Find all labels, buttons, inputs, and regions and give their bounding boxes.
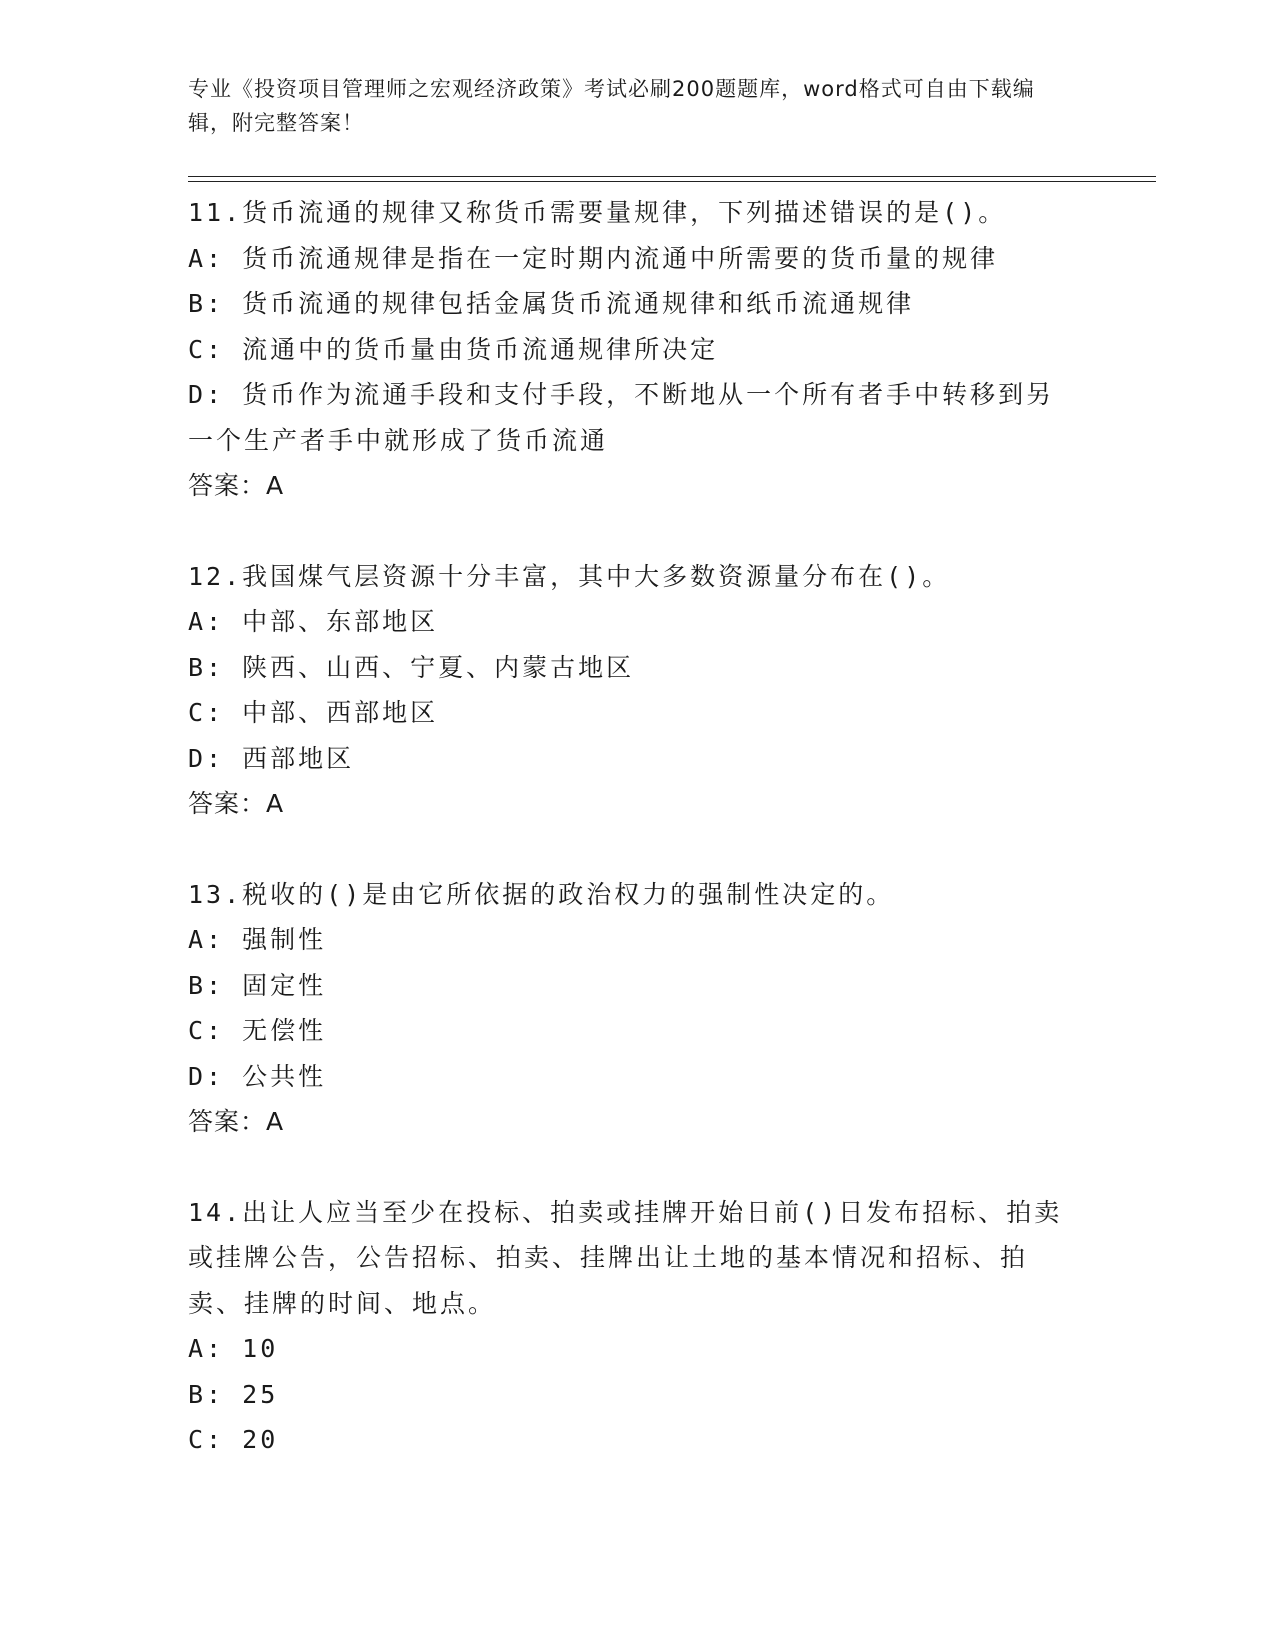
question-13 [188,872,1078,1145]
option-b: B: 货币流通的规律包括金属货币流通规律和纸币流通规律 [188,289,915,318]
question-list [188,190,1078,1508]
document-header: 专业《投资项目管理师之宏观经济政策》考试必刷200题题库，word格式可自由下载编辑，附完整答案！ [188,77,1035,135]
option-c: C: 无偿性 [188,1016,327,1045]
option-b: B: 陕西、山西、宁夏、内蒙古地区 [188,652,635,682]
question-14 [188,1190,1078,1463]
question-stem: 12.我国煤气层资源十分丰富，其中大多数资源量分布在()。 [188,561,951,591]
header-divider-top [188,176,1156,177]
option-d: D: 公共性 [188,1061,327,1091]
header-divider-bottom [188,181,1156,182]
answer: 答案：A [188,789,285,818]
option-d: D: 货币作为流通手段和支付手段，不断地从一个所有者手中转移到另一个生产者手中就形成了货币流通 [188,380,1055,455]
question-12 [188,554,1078,827]
question-11 [188,190,1078,509]
question-stem: 13.税收的()是由它所依据的政治权力的强制性决定的。 [188,879,895,909]
option-b: B: 25 [188,1379,279,1409]
answer: 答案：A [188,1107,285,1136]
option-a: A: 10 [188,1334,279,1363]
option-c: C: 流通中的货币量由货币流通规律所决定 [188,334,719,364]
question-stem: 14.出让人应当至少在投标、拍卖或挂牌开始日前()日发布招标、拍卖或挂牌公告，公告招标、拍卖、挂牌出让土地的基本情况和招标、拍卖、挂牌的时间、地点。 [188,1197,1063,1318]
option-a: A: 中部、东部地区 [188,607,439,636]
option-a: A: 货币流通规律是指在一定时期内流通中所需要的货币量的规律 [188,243,999,273]
option-c: C: 20 [188,1425,279,1454]
option-a: A: 强制性 [188,925,327,954]
option-b: B: 固定性 [188,970,327,1000]
question-stem: 11.货币流通的规律又称货币需要量规律，下列描述错误的是()。 [188,198,1007,227]
option-d: D: 西部地区 [188,743,355,773]
answer: 答案：A [188,471,285,500]
option-c: C: 中部、西部地区 [188,698,439,727]
